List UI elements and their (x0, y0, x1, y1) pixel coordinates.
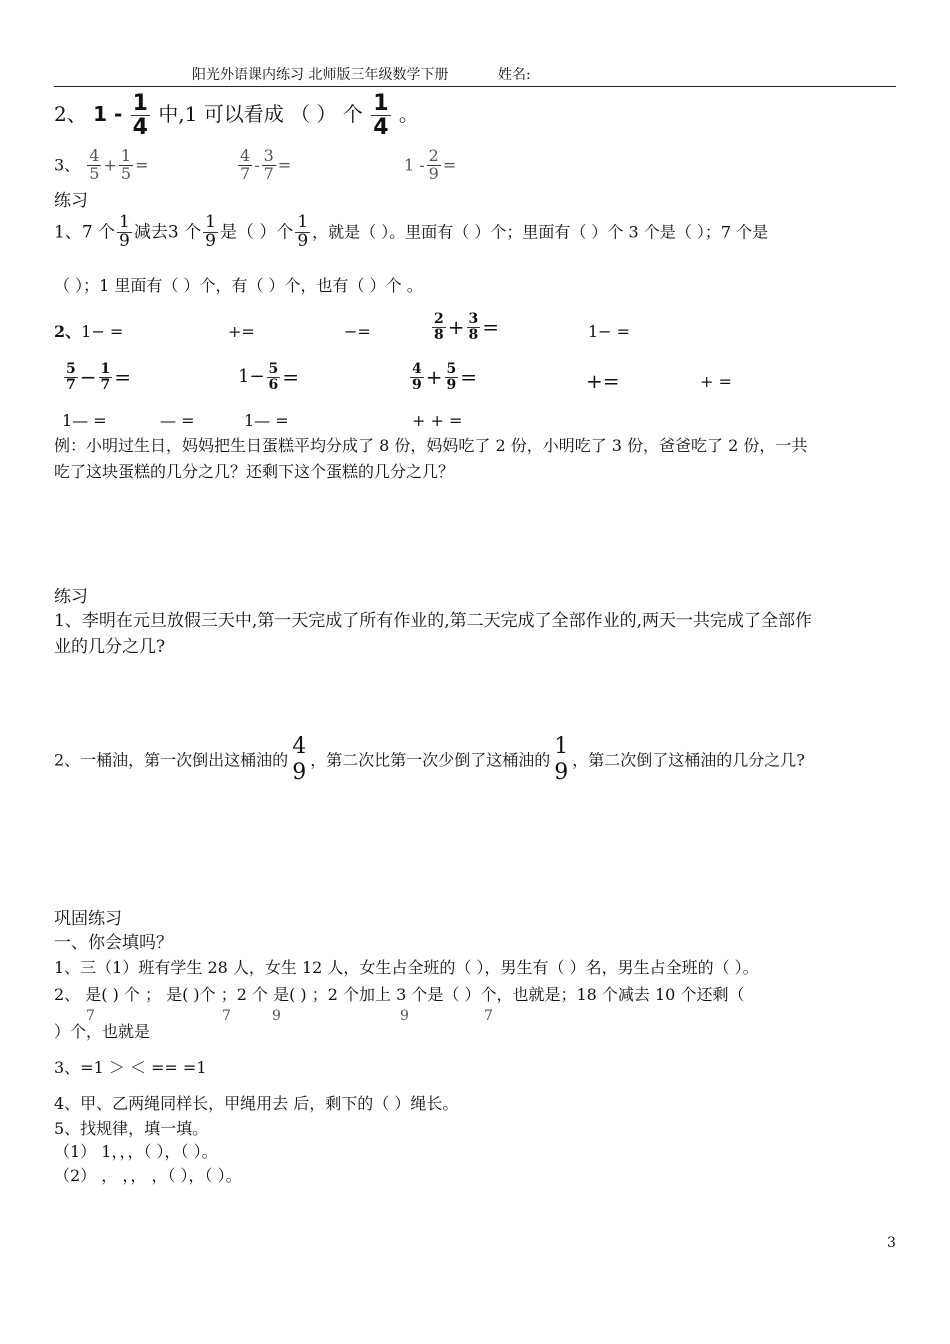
denominator: 4 (373, 115, 389, 141)
top-question-2 (54, 92, 419, 139)
denominator: 9 (446, 376, 457, 393)
fraction (371, 92, 390, 139)
consolidate-question-3: 3、=1 ＞ ＜ == =1 (54, 1058, 207, 1077)
expression-1 (85, 146, 149, 183)
consolidate-question-2-line2: ）个，也就是 (54, 1022, 151, 1041)
denominator: 9 (428, 163, 439, 183)
expression: + = (700, 372, 732, 391)
equals: = (135, 155, 149, 175)
fraction (467, 312, 481, 342)
section-title-practice-1: 练习 (54, 191, 88, 211)
fraction (267, 362, 281, 392)
equals: = (442, 155, 457, 175)
expression: — = (160, 411, 195, 430)
expression: −= (344, 322, 371, 341)
equals: = (460, 365, 478, 390)
denominator: 7 (86, 1008, 95, 1024)
numerator: 4 (89, 146, 100, 165)
expression: 1− = (81, 322, 124, 341)
expression (238, 362, 299, 392)
numerator: 1 (119, 212, 130, 232)
section-title-consolidate: 巩固练习 (54, 909, 122, 929)
fraction (119, 148, 133, 183)
expression-2 (236, 148, 291, 183)
example-line-2: 吃了这块蛋糕的几分之几？还剩下这个蛋糕的几分之几？ (54, 462, 455, 481)
consolidate-question-5-2: （2） ， ，， ，（ ），（ ）。 (54, 1166, 242, 1185)
q-text: 减去3 个 (133, 222, 202, 243)
header-rule (54, 86, 896, 87)
expression: 1— = (244, 411, 289, 430)
numerator: 1 (205, 212, 216, 232)
numerator: 1 (554, 734, 569, 759)
fraction (262, 148, 276, 183)
equals: = (282, 365, 300, 390)
practice2-question-2 (54, 734, 805, 787)
operator: − (79, 365, 97, 390)
q-text: 1、7 个 (54, 222, 116, 243)
numerator: 5 (268, 361, 279, 377)
denominator: 9 (412, 376, 422, 393)
numerator: 1 (100, 361, 111, 377)
numerator: 1 (297, 212, 309, 232)
expression (430, 312, 499, 342)
consolidate-question-5: 5、找规律，填一填。 (54, 1119, 209, 1138)
practice1-question-2-number (54, 322, 123, 342)
expression: += (586, 369, 620, 393)
expression (62, 362, 131, 392)
denominator: 9 (119, 230, 130, 251)
denominator: 9 (272, 1008, 281, 1024)
consolidate-question-5-1: （1） 1，，，（ ），（ ）。 (54, 1142, 218, 1161)
expression (408, 362, 477, 392)
q-number: 2、 (54, 102, 87, 127)
numerator: 2 (428, 146, 439, 165)
denominator: 7 (240, 163, 251, 183)
numerator: 4 (412, 361, 422, 377)
subsection-fill: 一、你会填吗？ (54, 933, 173, 953)
q-text: 2、一桶油，第一次倒出这桶油的 (54, 750, 289, 770)
top-question-3 (54, 148, 148, 183)
q-number: 2、 (54, 322, 82, 341)
numerator: 1 (373, 91, 389, 116)
numerator: 2 (434, 311, 444, 327)
fraction (427, 148, 441, 183)
fraction (131, 92, 150, 139)
q-text: 中,1 可以看成 （ ） 个 (158, 102, 363, 127)
denominator: 9 (297, 230, 309, 251)
numerator: 3 (468, 311, 479, 327)
lead: 1 - (404, 155, 425, 175)
denominator: 7 (484, 1008, 493, 1024)
denominator: 7 (222, 1008, 231, 1024)
fraction (203, 214, 218, 251)
operator: + (425, 365, 443, 390)
fraction (290, 734, 308, 787)
example-line-1: 例：小明过生日，妈妈把生日蛋糕平均分成了 8 份，妈妈吃了 2 份，小明吃了 3 份，爸爸吃了 2 份，一共 (54, 436, 808, 455)
q-text: 1 - (93, 102, 123, 127)
practice1-question-1-line2: （ ）；1 里面有（ ）个，有（ ）个，也有（ ）个 。 (54, 276, 423, 295)
q-text: 是（ ）个 (219, 222, 294, 243)
q-text: ，第二次倒了这桶油的几分之几? (572, 750, 805, 770)
practice2-question-1-line2: 业的几分之几? (54, 637, 166, 657)
header-title: 阳光外语课内练习 北师版三年级数学下册 (192, 67, 449, 83)
denominator: 5 (89, 163, 100, 183)
consolidate-question-4: 4、甲、乙两绳同样长，甲绳用去 后，剩下的（ ）绳长。 (54, 1094, 459, 1113)
equals: = (482, 315, 500, 340)
denominator: 5 (120, 163, 132, 183)
q-text: ，就是（ ）。里面有（ ）个；里面有（ ）个 3 个是（ ）；7 个是 (312, 222, 769, 242)
consolidate-question-2-line1: 2、 是( ) 个 ； 是( )个 ；2 个 是( ) ；2 个加上 3 个是（ ）个，也就是；18 个减去 10 个还剩（ (54, 985, 745, 1004)
numerator: 1 (132, 91, 148, 116)
operator: + (447, 315, 465, 340)
fraction (64, 362, 78, 392)
denominator: 7 (66, 376, 76, 393)
fraction (410, 362, 424, 392)
equals: = (114, 365, 132, 390)
denominator: 7 (263, 163, 274, 183)
denominator: 9 (292, 760, 307, 786)
denominator: 8 (468, 326, 479, 343)
fraction (117, 214, 132, 251)
consolidate-question-1: 1、三（1）班有学生 28 人，女生 12 人，女生占全班的（ ），男生有（ ）名，男生占全班的（ ）。 (54, 958, 759, 977)
operator: - (254, 155, 260, 175)
numerator: 3 (263, 146, 274, 165)
section-title-practice-2: 练习 (54, 587, 88, 607)
expression: 1− = (588, 322, 631, 341)
numerator: 4 (240, 146, 251, 165)
operator: + (103, 155, 117, 175)
expression-3 (404, 148, 456, 183)
page-number: 3 (887, 1235, 896, 1251)
fraction (238, 148, 252, 183)
denominator: 8 (434, 326, 444, 343)
practice1-question-1 (54, 214, 768, 251)
numerator: 1 (120, 146, 132, 165)
denominator: 4 (132, 115, 148, 141)
denominator: 9 (205, 230, 216, 251)
denominator: 9 (400, 1008, 409, 1024)
denominator: 6 (268, 376, 279, 393)
fraction (99, 362, 113, 392)
header-name-label: 姓名: (498, 67, 531, 83)
numerator: 5 (66, 361, 76, 377)
expression: += (228, 322, 255, 341)
numerator: 5 (446, 361, 457, 377)
fraction (87, 148, 101, 183)
denominator: 9 (554, 760, 569, 786)
q-text: ，第二次比第一次少倒了这桶油的 (310, 750, 551, 770)
numerator: 4 (292, 734, 307, 759)
fraction (295, 214, 310, 251)
q-text: 。 (398, 102, 419, 127)
equals: = (277, 155, 292, 175)
fraction (552, 734, 570, 787)
expression: 1— = (62, 411, 107, 430)
lead: 1− (238, 366, 265, 388)
denominator: 7 (100, 376, 111, 393)
fraction (445, 362, 459, 392)
expression: + + = (412, 411, 463, 430)
fraction (432, 312, 446, 342)
practice2-question-1-line1: 1、李明在元旦放假三天中,第一天完成了所有作业的,第二天完成了全部作业的,两天一共完成了全部作 (54, 611, 813, 631)
q-number: 3、 (54, 155, 81, 175)
